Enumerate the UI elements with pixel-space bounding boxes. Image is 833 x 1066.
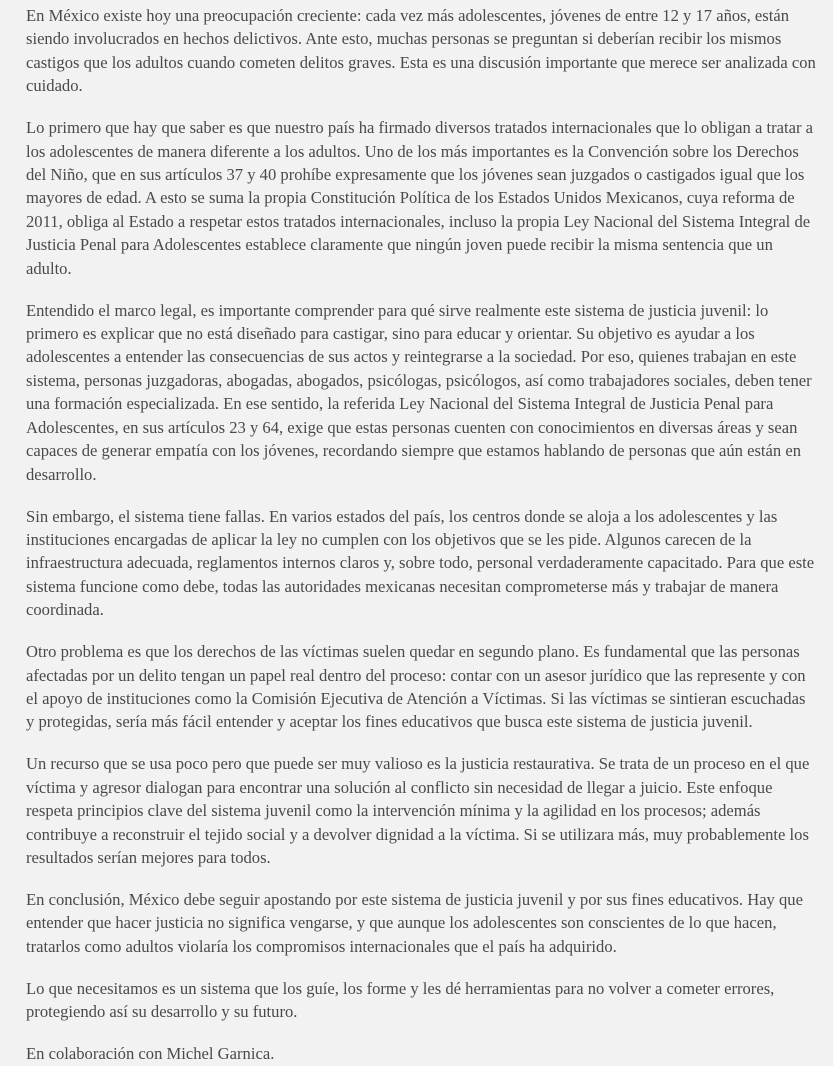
paragraph-restorative-justice: Un recurso que se usa poco pero que puede ser muy valioso es la justicia restaurativa. Se trata de un proceso en el que víctima y agresor dialogan para encontrar una solución al conflicto sin necesidad de llegar a juicio. Este enfoque respeta principios clave del sistema juvenil como la intervención mínima y la agilidad en los procesos; además contribuye a reconstruir el tejido social y a devolver dignidad a la víctima. Si se utilizara más, muy probablemente los resultados serían mejores para todos. <box>26 754 810 867</box>
paragraph-system-flaws: Sin embargo, el sistema tiene fallas. En varios estados del país, los centros donde se aloja a los adolescentes y las instituciones encargadas de aplicar la ley no cumplen con los objetivos que se les pide. Algunos carecen de la infraestructura adecuada, reglamentos internos claros y, sobre todo, personal verdaderamente capacitado. Para que este sistema funcione como debe, todas las autoridades mexicanas necesitan comprometerse más y trabajar de manera coordinada. <box>26 506 815 620</box>
paragraph-victims-rights: Otro problema es que los derechos de las víctimas suelen quedar en segundo plano. Es fundamental que las personas afectadas por un delito tengan un papel real dentro del proceso: contar con un asesor jurídico que las represente y con el apoyo de instituciones como la Comisión Ejecutiva de Atención a Víctimas. Si las víctimas se sintieran escuchadas y protegidas, sería más fácil entender y aceptar los fines educativos que busca este sistema de justicia juvenil. <box>26 642 806 732</box>
paragraph-closing: Lo que necesitamos es un sistema que los guíe, los forme y les dé herramientas para no volver a cometer errores, protegiendo así su desarrollo y su futuro. <box>26 978 775 1022</box>
paragraph-system-purpose: Entendido el marco legal, es importante comprender para qué sirve realmente este sistema de justicia juvenil: lo primero es explicar que no está diseñado para castigar, sino para educar y orientar. Su objetivo es ayudar a los adolescentes a entender las consecuencias de sus actos y reintegrarse a la sociedad. Por eso, quienes trabajan en este sistema, personas juzgadoras, abogadas, abogados, psicólogas, psicólogos, así como trabajadores sociales, deben tener una formación especializada. En ese sentido, la referida Ley Nacional del Sistema Integral de Justicia Penal para Adolescentes, en sus artículos 23 y 64, exige que estas personas cuenten con conocimientos en diversas áreas y sean capaces de generar empatía con los jóvenes, recordando siempre que estamos hablando de personas que aún están en desarrollo. <box>26 300 812 484</box>
paragraph-intro: En México existe hoy una preocupación creciente: cada vez más adolescentes, jóvenes de entre 12 y 17 años, están siendo involucrados en hechos delictivos. Ante esto, muchas personas se preguntan si deberían recibir los mismos castigos que los adultos cuando cometen delitos graves. Esta es una discusión importante que merece ser analizada con cuidado. <box>26 6 816 96</box>
paragraph-legal-framework: Lo primero que hay que saber es que nuestro país ha firmado diversos tratados internacionales que lo obligan a tratar a los adolescentes de manera diferente a los adultos. Uno de los más importantes es la Convención sobre los Derechos del Niño, que en sus artículos 37 y 40 prohíbe expresamente que los jóvenes sean juzgados o castigados igual que los mayores de edad. A esto se suma la propia Constitución Política de los Estados Unidos Mexicanos, cuya reforma de 2011, obliga al Estado a respetar estos tratados internacionales, incluso la propia Ley Nacional del Sistema Integral de Justicia Penal para Adolescentes establece claramente que ningún joven puede recibir la misma sentencia que un adulto. <box>26 118 814 278</box>
paragraph-conclusion: En conclusión, México debe seguir apostando por este sistema de justicia juvenil y por sus fines educativos. Hay que entender que hacer justicia no significa vengarse, y que aunque los adolescentes son conscientes de lo que hacen, tratarlos como adultos violaría los compromisos internacionales que el país ha adquirido. <box>26 889 803 956</box>
paragraph-collaboration-credit: En colaboración con Michel Garnica. <box>26 1044 275 1064</box>
